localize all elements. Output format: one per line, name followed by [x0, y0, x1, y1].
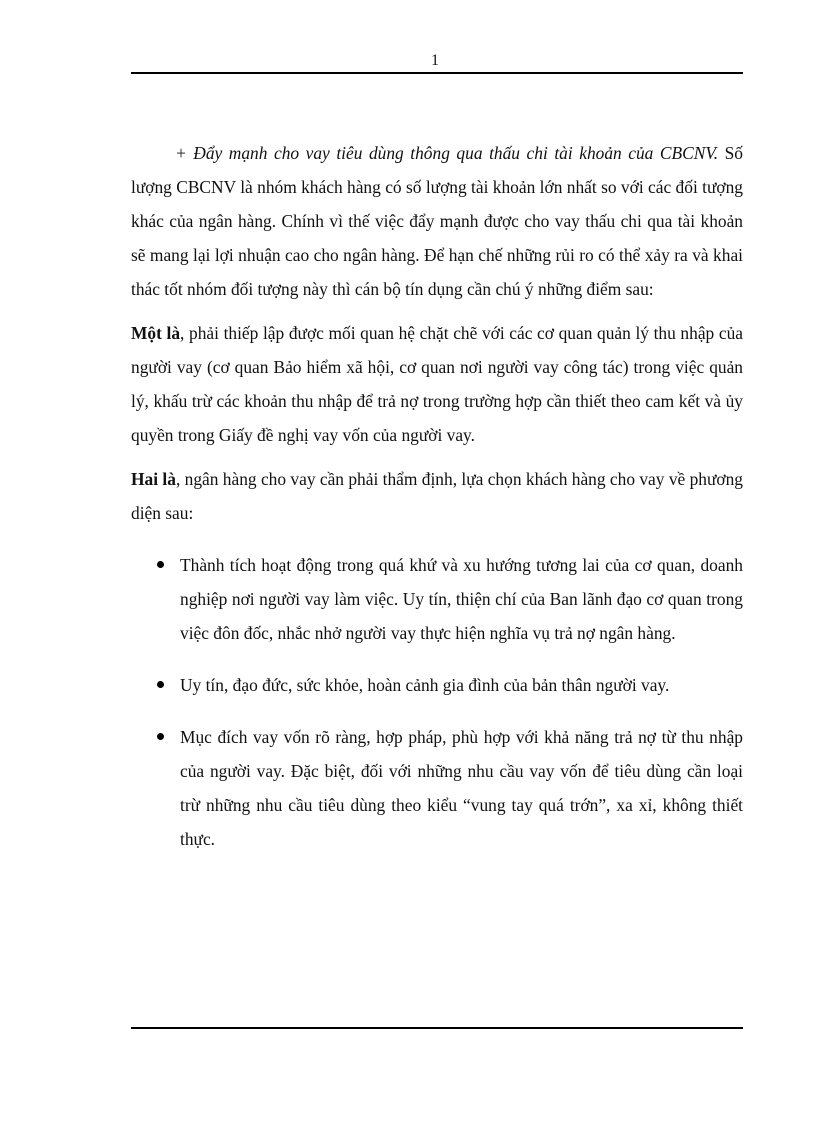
- bullet-icon: [157, 733, 164, 740]
- footer-rule: [131, 1027, 743, 1029]
- paragraph-text: Số lượng CBCNV là nhóm khách hàng có số lượng tài khoản lớn nhất so với các đối tượng khác của ngân hàng. Chính vì thế việc đẩy mạnh được cho vay thấu chi qua tài khoản sẽ mang lại lợi nhuận cao cho ngân hàng. Để hạn chế những rủi ro có thể xảy ra và khai thác tốt nhóm đối tượng này thì cán bộ tín dụng cần chú ý những điểm sau:: [131, 143, 743, 299]
- paragraph-lead-italic: + Đẩy mạnh cho vay tiêu dùng thông qua thấu chi tài khoản của CBCNV.: [175, 143, 719, 163]
- paragraph-bold-lead: Hai là: [131, 469, 176, 489]
- header-rule: [131, 72, 743, 74]
- bullet-icon: [157, 681, 164, 688]
- page-number: 1: [431, 52, 439, 69]
- paragraph-bold-lead: Một là: [131, 323, 181, 343]
- document-body: [131, 136, 743, 874]
- criteria-list: [131, 548, 743, 856]
- bullet-icon: [157, 561, 164, 568]
- list-item-text: Thành tích hoạt động trong quá khứ và xu hướng tương lai của cơ quan, doanh nghiệp nơi người vay làm việc. Uy tín, thiện chí của Ban lãnh đạo cơ quan trong việc đôn đốc, nhắc nhở người vay thực hiện nghĩa vụ trả nợ ngân hàng.: [180, 555, 743, 643]
- list-item: [131, 668, 743, 702]
- list-item-text: Mục đích vay vốn rõ ràng, hợp pháp, phù hợp với khả năng trả nợ từ thu nhập của người vay. Đặc biệt, đối với những nhu cầu vay vốn để tiêu dùng cần loại trừ những nhu cầu tiêu dùng theo kiểu “vung tay quá trớn”, xa xỉ, không thiết thực.: [180, 727, 743, 849]
- paragraph-cbcnv-overdraft: [131, 136, 743, 306]
- paragraph-text: , phải thiếp lập được mối quan hệ chặt chẽ với các cơ quan quản lý thu nhập của người vay (cơ quan Bảo hiểm xã hội, cơ quan nơi người vay công tác) trong việc quản lý, khấu trừ các khoản thu nhập để trả nợ trong trường hợp cần thiết theo cam kết và ủy quyền trong Giấy đề nghị vay vốn của người vay.: [131, 323, 743, 445]
- list-item-text: Uy tín, đạo đức, sức khỏe, hoàn cảnh gia đình của bản thân người vay.: [180, 675, 670, 695]
- paragraph-mot-la: [131, 316, 743, 452]
- paragraph-hai-la: [131, 462, 743, 530]
- list-item: [131, 548, 743, 650]
- list-item: [131, 720, 743, 856]
- paragraph-text: , ngân hàng cho vay cần phải thẩm định, lựa chọn khách hàng cho vay về phương diện sau:: [131, 469, 743, 523]
